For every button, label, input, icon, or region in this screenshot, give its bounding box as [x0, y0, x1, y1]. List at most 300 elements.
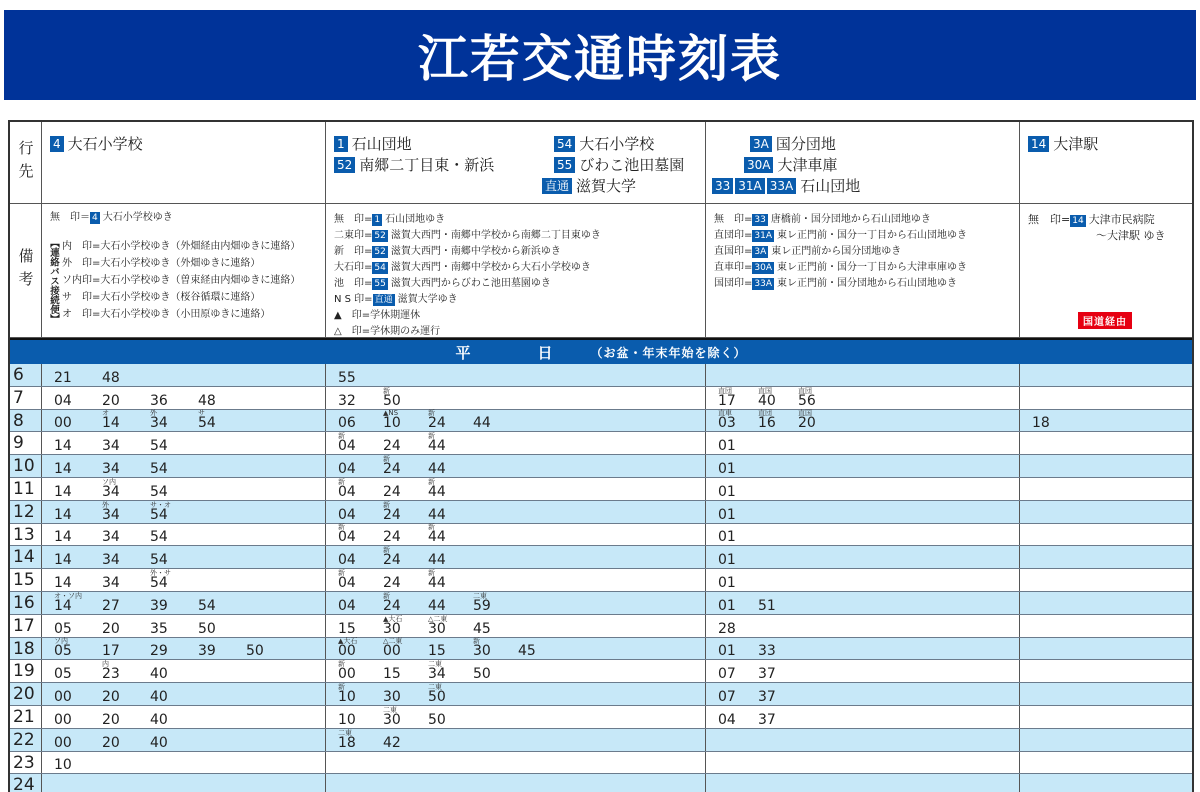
departure-cell — [1020, 501, 1192, 523]
departure-minute: 14 — [54, 460, 72, 477]
hour-label: 18 — [10, 638, 42, 660]
departure-minute: 30 二東 — [383, 705, 401, 728]
departure-minute: 04 — [338, 506, 356, 523]
departure-minute: 37 — [758, 688, 776, 705]
departure-cell — [1020, 387, 1192, 409]
departure-minute: 03 直車 — [718, 409, 736, 432]
note-item: N S 印= 直通 滋賀大学ゆき — [334, 294, 458, 305]
departure-minute: 24 新 — [383, 591, 401, 614]
departure-cell — [326, 478, 706, 500]
departure-cell — [42, 592, 326, 614]
route-badge: 14 — [1028, 136, 1049, 152]
note-item: 〜大津駅 ゆき — [1096, 229, 1166, 242]
departure-cell — [42, 683, 326, 705]
departure-minute: 44 新 — [428, 432, 446, 455]
section-sublabel: （お盆・年末年始を除く） — [590, 345, 747, 360]
departure-cell — [326, 387, 706, 409]
departure-minute: 14 — [54, 529, 72, 546]
destinations-col-2 — [326, 122, 706, 203]
departure-minute: 04 新 — [338, 523, 356, 546]
departure-minute: 24 — [383, 483, 401, 500]
departure-cell — [706, 615, 1020, 637]
departure-minute: 14 — [54, 574, 72, 591]
departure-minute: 17 — [102, 643, 120, 660]
remarks-row — [10, 204, 1192, 338]
departure-mark: 直団 — [758, 409, 772, 418]
departure-minute: 50 — [473, 666, 491, 683]
note-list — [1028, 212, 1166, 244]
destination-item: 直通 滋賀大学 — [542, 176, 636, 197]
hour-label: 21 — [10, 706, 42, 728]
departure-minute: 35 — [150, 620, 168, 637]
departure-cell — [42, 432, 326, 454]
route-badge: 3A — [754, 247, 767, 257]
departure-minute: 07 — [718, 688, 736, 705]
departure-cell — [42, 546, 326, 568]
departure-minute: 54 — [150, 552, 168, 569]
departure-minute: 04 — [54, 392, 72, 409]
section-header — [10, 338, 1192, 364]
route-badge: 14 — [1072, 216, 1084, 226]
hour-label: 22 — [10, 729, 42, 751]
note-item: 無 印= 14 大津市民病院 — [1028, 213, 1155, 226]
departure-cell — [706, 478, 1020, 500]
section-label: 平 日 — [455, 343, 579, 362]
hour-label: 8 — [10, 410, 42, 432]
departure-minute: 15 — [383, 666, 401, 683]
departure-cell — [1020, 729, 1192, 751]
departure-minute: 10 — [54, 757, 72, 774]
departure-minute: 54 サ — [198, 409, 216, 432]
departure-minute: 34 ソ内 — [102, 477, 120, 500]
departure-mark: 外 — [150, 409, 157, 418]
departure-minute: 44 — [428, 506, 446, 523]
departure-cell — [42, 387, 326, 409]
departure-minute: 24 新 — [383, 546, 401, 569]
departure-mark: 直団 — [718, 386, 732, 395]
departure-mark: 新 — [428, 568, 435, 577]
route-badge: 33A — [766, 178, 796, 194]
route-badge: 55 — [554, 157, 575, 173]
departure-cell — [42, 774, 326, 792]
destination-item: 54 大石小学校 — [554, 134, 654, 155]
departure-cell — [326, 660, 706, 682]
departure-cell — [706, 410, 1020, 432]
route-badge: 52 — [374, 231, 386, 241]
remarks-col-4 — [1020, 204, 1192, 337]
departure-minute: 04 — [338, 597, 356, 614]
departure-minute: 15 — [428, 643, 446, 660]
destination-label: 行先 — [10, 122, 42, 203]
departure-minute: 24 — [383, 438, 401, 455]
departure-cell — [706, 729, 1020, 751]
hour-label: 14 — [10, 546, 42, 568]
departure-cell — [326, 524, 706, 546]
departure-minute: 00 — [54, 734, 72, 751]
departure-mark: 二東 — [428, 682, 442, 691]
departure-minute: 34 外 — [102, 500, 120, 523]
departure-cell — [1020, 569, 1192, 591]
departure-mark: 新 — [428, 477, 435, 486]
departure-mark: ▲大石 — [338, 637, 358, 646]
departure-minute: 56 直団 — [798, 386, 816, 409]
departure-mark: 直国 — [758, 386, 772, 395]
hour-label: 23 — [10, 752, 42, 774]
hour-label: 12 — [10, 501, 42, 523]
departure-minute: 40 — [150, 711, 168, 728]
departure-minute: 40 — [150, 688, 168, 705]
departure-cell — [1020, 478, 1192, 500]
departure-minute: 01 — [718, 460, 736, 477]
hour-label: 6 — [10, 364, 42, 386]
destination-item: 4 大石小学校 — [50, 134, 143, 155]
departure-minute: 00 新 — [338, 660, 356, 683]
departure-minute: 00 ▲大石 — [338, 637, 358, 660]
departure-minute: 39 — [198, 643, 216, 660]
departure-minute: 14 オ・ソ内 — [54, 591, 82, 614]
departure-cell — [1020, 615, 1192, 637]
departure-minute: 44 — [428, 597, 446, 614]
departure-minute: 10 — [338, 711, 356, 728]
departure-minute: 24 新 — [383, 454, 401, 477]
departure-minute: 00 — [54, 415, 72, 432]
departure-cell — [706, 569, 1020, 591]
table-row — [10, 706, 1192, 729]
destinations-col-3 — [706, 122, 1020, 203]
departure-minute: 10 新 — [338, 682, 356, 705]
departure-mark: 新 — [383, 546, 390, 555]
route-badge: 52 — [374, 247, 386, 257]
departure-minute: 54 — [198, 597, 216, 614]
departure-minute: 14 — [54, 506, 72, 523]
departure-minute: 44 新 — [428, 523, 446, 546]
departure-cell — [326, 364, 706, 386]
departure-cell — [326, 638, 706, 660]
departure-cell — [42, 569, 326, 591]
departure-cell — [326, 432, 706, 454]
route-badge: 1 — [374, 215, 381, 225]
departure-minute: 24 新 — [383, 500, 401, 523]
destination-item: 14 大津駅 — [1028, 134, 1098, 155]
departure-minute: 30 新 — [473, 637, 491, 660]
departure-minute: 30 △二東 — [428, 614, 448, 637]
remarks-col-1 — [42, 204, 326, 337]
departure-mark: サ — [198, 409, 205, 418]
destination-item: 30A 大津車庫 — [744, 155, 838, 176]
departure-minute: 18 — [1032, 415, 1050, 432]
hour-label: 9 — [10, 432, 42, 454]
departure-cell — [326, 774, 706, 792]
departure-cell — [42, 706, 326, 728]
table-row — [10, 455, 1192, 478]
table-row — [10, 774, 1192, 792]
departure-mark: △二東 — [383, 637, 403, 646]
departure-minute: 59 二東 — [473, 591, 491, 614]
note-item: ソ内印=大石小学校ゆき（曽束経由内畑ゆきに連絡） — [62, 275, 301, 286]
departure-minute: 32 — [338, 392, 356, 409]
departure-cell — [1020, 752, 1192, 774]
departure-minute: 50 — [246, 643, 264, 660]
departure-cell — [706, 752, 1020, 774]
note-item: 直車印= 30A 東レ正門前・国分一丁目から大津車庫ゆき — [714, 262, 967, 273]
note-item: 国団印= 33A 東レ正門前・国分団地から石山団地ゆき — [714, 278, 957, 289]
departure-minute: 04 — [338, 552, 356, 569]
departure-mark: 新 — [338, 660, 345, 669]
departure-mark: 内 — [102, 660, 109, 669]
departure-minute: 14 — [54, 552, 72, 569]
route-badge: 33 — [712, 178, 733, 194]
departure-cell — [1020, 455, 1192, 477]
departure-minute: 50 二東 — [428, 682, 446, 705]
departure-cell — [1020, 706, 1192, 728]
departure-mark: 外・サ — [150, 568, 171, 577]
hour-label: 24 — [10, 774, 42, 792]
departure-cell — [1020, 638, 1192, 660]
table-row — [10, 615, 1192, 638]
departure-minute: 54 — [150, 529, 168, 546]
departure-minute: 04 新 — [338, 432, 356, 455]
departure-mark: 新 — [338, 523, 345, 532]
departure-minute: 50 — [198, 620, 216, 637]
departure-cell — [42, 455, 326, 477]
note-item: 新 印= 52 滋賀大西門・南郷中学校から新浜ゆき — [334, 246, 561, 257]
departure-minute: 34 — [102, 574, 120, 591]
route-badge: 4 — [92, 213, 98, 223]
note-item: 外 印=大石小学校ゆき（外畑ゆきに連絡） — [62, 258, 261, 269]
departure-minute: 44 新 — [428, 477, 446, 500]
departure-cell — [1020, 546, 1192, 568]
table-row — [10, 638, 1192, 661]
departure-minute: 21 — [54, 369, 72, 386]
departure-minute: 44 新 — [428, 568, 446, 591]
departure-cell — [706, 592, 1020, 614]
departure-cell — [42, 660, 326, 682]
hour-label: 13 — [10, 524, 42, 546]
destination-item: 33 31A 33A 石山団地 — [712, 176, 860, 197]
departure-minute: 50 新 — [383, 386, 401, 409]
note-item: 直団印= 31A 東レ正門前・国分一丁目から石山団地ゆき — [714, 230, 967, 241]
departure-minute: 34 — [102, 552, 120, 569]
route-badge: 54 — [374, 263, 386, 273]
departure-cell — [326, 410, 706, 432]
departure-minute: 28 — [718, 620, 736, 637]
departure-minute: 10 ▲NS — [383, 409, 401, 432]
table-row — [10, 729, 1192, 752]
hour-label: 17 — [10, 615, 42, 637]
departure-mark: 新 — [473, 637, 480, 646]
departure-mark: 新 — [428, 409, 435, 418]
note-list — [714, 212, 967, 292]
departure-mark: 二東 — [473, 591, 487, 600]
departure-mark: 新 — [383, 500, 390, 509]
table-row — [10, 683, 1192, 706]
departure-minute: 24 — [383, 574, 401, 591]
departure-minute: 01 — [718, 574, 736, 591]
departure-minute: 01 — [718, 483, 736, 500]
destination-item: 55 びわこ池田墓園 — [554, 155, 684, 176]
departure-minute: 14 — [54, 483, 72, 500]
departure-minute: 34 二東 — [428, 660, 446, 683]
departure-cell — [1020, 524, 1192, 546]
route-badge: 30A — [754, 263, 772, 273]
departure-mark: 二東 — [338, 728, 352, 737]
departure-minute: 20 — [102, 688, 120, 705]
departure-minute: 05 — [54, 666, 72, 683]
departure-minute: 40 直国 — [758, 386, 776, 409]
remarks-col-3 — [706, 204, 1020, 337]
departure-minute: 20 直国 — [798, 409, 816, 432]
table-row — [10, 501, 1192, 524]
page-title: 江若交通時刻表 — [4, 10, 1196, 100]
note-item: 内 印=大石小学校ゆき（外畑経由内畑ゆきに連絡） — [62, 241, 301, 252]
hour-label: 15 — [10, 569, 42, 591]
departure-mark: 新 — [428, 432, 435, 441]
departure-cell — [706, 683, 1020, 705]
departure-cell — [42, 752, 326, 774]
departure-minute: 00 — [54, 711, 72, 728]
departure-minute: 44 — [473, 415, 491, 432]
departure-minute: 23 内 — [102, 660, 120, 683]
departure-minute: 34 外 — [150, 409, 168, 432]
hour-label: 10 — [10, 455, 42, 477]
destinations-col-4 — [1020, 122, 1192, 203]
table-row — [10, 752, 1192, 775]
departure-minute: 54 — [150, 460, 168, 477]
departure-cell — [1020, 683, 1192, 705]
departure-cell — [326, 546, 706, 568]
destination-row — [10, 122, 1192, 204]
destination-item: 3A 国分団地 — [750, 134, 836, 155]
departure-mark: ▲大石 — [383, 614, 403, 623]
departure-cell — [42, 729, 326, 751]
departure-minute: 54 — [150, 483, 168, 500]
departure-mark: 新 — [428, 523, 435, 532]
departure-cell — [706, 364, 1020, 386]
route-badge: 3A — [750, 136, 772, 152]
departure-minute: 01 — [718, 506, 736, 523]
departure-cell — [42, 638, 326, 660]
departure-minute: 42 — [383, 734, 401, 751]
departure-minute: 37 — [758, 666, 776, 683]
departure-mark: 新 — [338, 568, 345, 577]
departure-minute: 20 — [102, 620, 120, 637]
departure-cell — [42, 478, 326, 500]
route-badge: 直通 — [542, 178, 572, 194]
departure-mark: ソ内 — [54, 637, 68, 646]
departure-minute: 04 新 — [338, 568, 356, 591]
departure-minute: 01 — [718, 552, 736, 569]
table-row — [10, 432, 1192, 455]
note-item: 無 印= 33 唐橋前・国分団地から石山団地ゆき — [714, 214, 931, 225]
departure-minute: 51 — [758, 597, 776, 614]
table-row — [10, 387, 1192, 410]
departure-cell — [42, 501, 326, 523]
table-row — [10, 592, 1192, 615]
departure-minute: 45 — [473, 620, 491, 637]
departure-minute: 05 — [54, 620, 72, 637]
departure-minute: 14 オ — [102, 409, 120, 432]
departure-mark: 新 — [338, 477, 345, 486]
departure-cell — [326, 455, 706, 477]
departure-minute: 44 — [428, 552, 446, 569]
destination-item: 1 石山団地 — [334, 134, 412, 155]
note-item: オ 印=大石小学校ゆき（小田原ゆきに連絡） — [62, 309, 271, 320]
timetable — [8, 120, 1194, 792]
departure-minute: 00 — [54, 688, 72, 705]
departure-minute: 01 — [718, 529, 736, 546]
note-list — [50, 210, 173, 226]
departure-minute: 39 — [150, 597, 168, 614]
departure-minute: 45 — [518, 643, 536, 660]
departure-mark: 直団 — [798, 386, 812, 395]
departure-mark: 新 — [383, 591, 390, 600]
route-badge: 31A — [754, 231, 772, 241]
departure-cell — [326, 569, 706, 591]
departure-minute: 40 — [150, 666, 168, 683]
departure-minute: 04 — [338, 460, 356, 477]
note-item: サ 印=大石小学校ゆき（桜谷循環に連絡） — [62, 292, 261, 303]
departure-minute: 00 △二東 — [383, 637, 403, 660]
departure-minute: 16 直団 — [758, 409, 776, 432]
table-row — [10, 364, 1192, 387]
route-badge: 33A — [754, 279, 772, 289]
departure-minute: 01 — [718, 438, 736, 455]
departure-cell — [326, 615, 706, 637]
departure-mark: オ・ソ内 — [54, 591, 82, 600]
note-item: ▲ 印=学休期運休 — [334, 310, 421, 321]
departure-cell — [1020, 592, 1192, 614]
destinations-col-1 — [42, 122, 326, 203]
route-badge: 直通 — [374, 295, 393, 305]
departure-cell — [706, 387, 1020, 409]
route-badge: 55 — [374, 279, 386, 289]
hour-label: 16 — [10, 592, 42, 614]
table-row — [10, 478, 1192, 501]
departure-mark: 二東 — [428, 660, 442, 669]
hour-label: 11 — [10, 478, 42, 500]
departure-cell — [326, 592, 706, 614]
departure-cell — [1020, 364, 1192, 386]
departure-mark: 直国 — [798, 409, 812, 418]
connection-notes — [48, 238, 300, 324]
note-list — [334, 212, 601, 340]
departure-cell — [706, 638, 1020, 660]
route-badge: 30A — [744, 157, 773, 173]
departure-cell — [706, 524, 1020, 546]
departure-cell — [326, 683, 706, 705]
departure-minute: 54 サ・オ — [150, 500, 171, 523]
departure-cell — [326, 706, 706, 728]
departure-minute: 54 — [150, 438, 168, 455]
departure-minute: 29 — [150, 643, 168, 660]
departure-cell — [1020, 660, 1192, 682]
departure-cell — [706, 501, 1020, 523]
departure-cell — [326, 729, 706, 751]
route-badge: 54 — [554, 136, 575, 152]
departure-minute: 37 — [758, 711, 776, 728]
departure-minute: 17 直団 — [718, 386, 736, 409]
route-badge: 52 — [334, 157, 355, 173]
route-tag: 国道経由 — [1078, 312, 1132, 329]
departure-minute: 27 — [102, 597, 120, 614]
departure-minute: 18 二東 — [338, 728, 356, 751]
note-item: △ 印=学休期のみ運行 — [334, 326, 441, 337]
departure-cell — [706, 660, 1020, 682]
departure-mark: 新 — [338, 432, 345, 441]
departure-cell — [326, 501, 706, 523]
departure-minute: 44 — [428, 460, 446, 477]
table-row — [10, 569, 1192, 592]
